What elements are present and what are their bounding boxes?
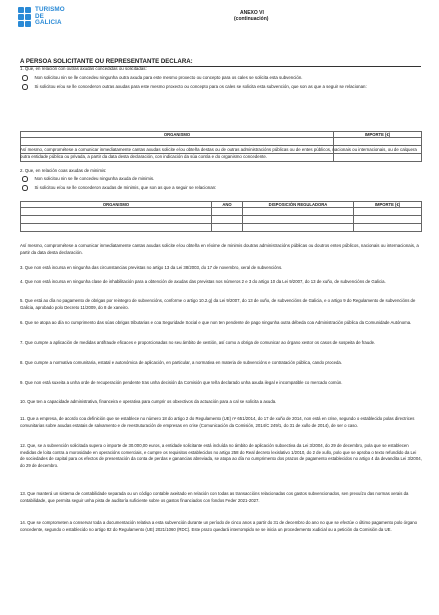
annex-title: ANEXO VI	[240, 10, 264, 16]
cell-input[interactable]	[21, 208, 212, 216]
radio-q1-yes[interactable]	[22, 84, 28, 90]
declaration-12: 12. Que, se a subvención solicitada supera o importe de 30.000,00 euros, a entidade solicitante está incluída no ámbito de aplicación subxectiva da Lei 3/2004, do 29 de decembro, pola que se establecen medidas de loita contra a morosidade en operacións comerciais, e cumpre os requisitos establecidos no artigo 258 do Real decreto lexislativo 1/2010, do 2 de xullo, polo que se aproba o texto refundido da Lei de sociedades de capital para os efectos de presentación da conta de perdas e ganancias abreviada, se atopa ao día no cumprimento dos prazos de pagamento establecidos no artigo 4 da devandita Lei 3/2004, do 29 de decembro.	[20, 443, 422, 469]
q2-option-yes[interactable]	[22, 185, 418, 193]
cell-input[interactable]	[21, 216, 212, 224]
cell-input[interactable]	[212, 216, 243, 224]
col-disposicion: DISPOSICIÓN REGULADORA	[243, 202, 354, 208]
declaration-9: 9. Que non está suxeita a unha orde de recuperación pendente tras unha decisión da Comisión que teña declarado unha axuda ilegal e incompatible co mercado común.	[20, 380, 343, 385]
annex-heading	[234, 10, 269, 22]
declaration-5: 5. Que está ao día no pagamento de obrigas por reintegro de subvencións, conforme o artigo 10.2.g) da Lei 9/2007, do 13 de xuño, de subvencións de Galicia, e o artigo 9 do Regulamento de subvencións de Galicia, aprobado polo Decreto 11/2009, do 8 de xaneiro.	[20, 298, 416, 310]
radio-q1-no[interactable]	[22, 75, 28, 81]
annex-subtitle: (continuación)	[234, 16, 269, 22]
table-row	[21, 216, 422, 224]
table-row	[21, 224, 422, 232]
section-title: A PERSOA SOLICITANTE OU REPRESENTANTE DECLARA:	[20, 58, 193, 65]
cell-input[interactable]	[212, 208, 243, 216]
declaration-4: 4. Que non está incursa en ningunha clase de inhabilitación para a obtención de axudas das previstas nos números 2 e 3 do artigo 10 da Lei 9/2007, do 13 de xuño, de subvencións de Galicia.	[20, 279, 386, 284]
cell-input[interactable]	[334, 138, 422, 146]
radio-q2-no[interactable]	[22, 176, 28, 182]
q1-option-yes-label: Si solicitou e/ou se lle concederon outras axudas para este mesmo proxecto ou concepto para os cales se solicita esta subvención, que son as que a seguir se relacionan:	[34, 84, 367, 89]
turismo-de-galicia-logo	[18, 7, 65, 33]
cell-input[interactable]	[243, 216, 354, 224]
q2-commitment: Así mesmo, comprométese a comunicar inmediatamente cantas axudas solicite e/ou obteña en réxime de minimis doutras administracións públicas ou doutros entes públicos, nacionais ou internacionais, a partir da data desta declaración.	[20, 243, 419, 255]
declaration-11: 11. Que a empresa, de acordo coa definición que se establece no número 18 do artigo 2 do Regulamento (UE) nº 651/2014, do 17 de xuño de 2014, non está en crise, segundo o establecido polas directrices comunitarias sobre axudas estatais de salvamento e de reestruturación de empresas en crise (Comunicación da Comisión, 2014/C 249/1, do 31 de xullo de 2014), de ser o caso.	[20, 416, 415, 428]
table-row	[21, 208, 422, 216]
declaration-3: 3. Que non está incursa en ningunha das circunstancias previstas no artigo 13 da Lei 38/2003, do 17 de novembro, xeral de subvencións.	[20, 265, 283, 270]
table-row	[21, 138, 422, 146]
question-2: 2. Que, en relación coas axudas de minimis:	[20, 168, 107, 173]
cell-input[interactable]	[21, 224, 212, 232]
cell-input[interactable]	[243, 224, 354, 232]
declaration-8: 8. Que cumpre a normativa comunitaria, estatal e autonómica de aplicación, en particular, a normativa en materia de subvencións e contratación pública, cando proceda.	[20, 360, 342, 365]
logo-line-1: TURISMO	[35, 6, 65, 13]
cell-input[interactable]	[21, 138, 334, 146]
logo-line-3: GALICIA	[35, 19, 62, 27]
declaration-6: 6. Que se atopa ao día no cumprimento das súas obrigas tributarias e coa Seguridade Social e que non ten pendente de pago ningunha outra débeda coa Administración pública da Comunidade Autónoma.	[20, 320, 412, 325]
declaration-14: 14. Que se comprometen a conservar toda a documentación relativa a esta subvención durante un período de cinco anos a partir do 31 de decembro do ano no que se efectúe o último pagamento polo órgano concedente, segundo o establecido no artigo 82 do Regulamento (UE) 2021/1060 (RDC). Este prazo quedará interrompido se se inicia un procedemento xudicial ou a petición da Comisión da UE.	[20, 520, 418, 532]
col-organismo: ORGANISMO	[21, 132, 334, 138]
logo-mark-icon	[18, 7, 31, 33]
cell-input[interactable]	[243, 208, 354, 216]
de-minimis-table	[20, 201, 422, 232]
declaration-13: 13. Que manterá un sistema de contabilidade separada ou un código contable axeitado en relación con todas as transaccións relacionadas cos gastos subvencionados, sen prexuízo das normas xerais da contabilidade, que permita seguir unha pista de auditoría suficiente sobre os gastos financiados con fondos Feder 2021-2027.	[20, 491, 409, 503]
declaration-7: 7. Que cumpre a aplicación de medidas antifraude eficaces e proporcionadas no seu ámbito de xestión, así como a obriga de comunicar ao órgano xestor os casos de sospeita de fraude.	[20, 340, 376, 345]
q1-option-no-label: Non solicitou nin se lle concedeu ningunha outra axuda para este mesmo proxecto ou concepto para os cales se solicita esta subvención.	[34, 75, 303, 80]
col-importe: IMPORTE (€)	[354, 202, 422, 208]
logo-line-2: DE	[35, 12, 44, 20]
cell-input[interactable]	[212, 224, 243, 232]
col-ano: ANO	[212, 202, 243, 208]
question-1: 1. Que, en relación con outras axudas concedidas ou solicitadas:	[20, 66, 147, 71]
q2-option-no-label: Non solicitou nin se lle concedeu ningunha axuda de minimis.	[34, 176, 155, 181]
col-organismo: ORGANISMO	[21, 202, 212, 208]
cell-input[interactable]	[354, 216, 422, 224]
q2-option-no[interactable]	[22, 176, 418, 184]
declaration-10: 10. Que ten a capacidade administrativa, financeira e operativa para cumprir os obxectivos da actuación para a cal se solicita a axuda.	[20, 399, 277, 404]
q1-option-yes[interactable]	[22, 84, 418, 92]
q2-option-yes-label: Si solicitou e/ou se lle concederon axudas de minimis, que son as que a seguir se relacionan:	[34, 185, 217, 190]
q1-commitment: Así mesmo, comprométese a comunicar inmediatamente cantas axudas solicite e/ou obteña destas ou de outras administracións públicas ou de entes públicos, nacionais ou internacionais, ou de calquera outra entidade pública ou privada, a partir da data desta declaración, con indicación da súa contía e do organismo concedente.	[20, 147, 417, 159]
logo-text	[35, 7, 65, 27]
cell-input[interactable]	[354, 208, 422, 216]
radio-q2-yes[interactable]	[22, 185, 28, 191]
col-importe: IMPORTE (€)	[334, 132, 422, 138]
q1-option-no[interactable]	[22, 75, 418, 83]
cell-input[interactable]	[354, 224, 422, 232]
